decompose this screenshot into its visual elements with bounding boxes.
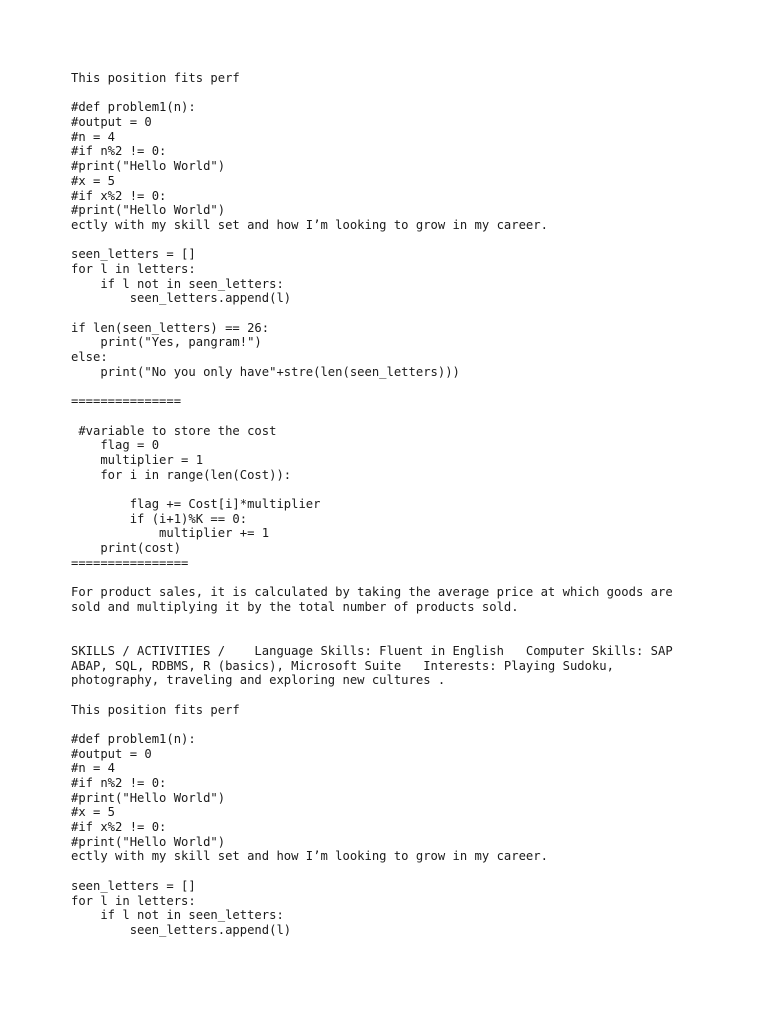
text-line: SKILLS / ACTIVITIES / Language Skills: Fluent in English Computer Skills: SAP xyxy=(71,643,673,658)
text-line: seen_letters.append(l) xyxy=(71,922,292,937)
text-line: #def problem1(n): xyxy=(71,731,196,746)
text-line: #if n%2 != 0: xyxy=(71,144,167,159)
text-line: print("Yes, pangram!") xyxy=(71,335,262,350)
text-line: for i in range(len(Cost)): xyxy=(71,467,292,482)
text-line: #x = 5 xyxy=(71,173,116,188)
text-line: ectly with my skill set and how I’m looking to grow in my career. xyxy=(71,849,548,864)
text-line: for l in letters: xyxy=(71,893,196,908)
text-line: #print("Hello World") xyxy=(71,159,226,174)
text-line: seen_letters = [] xyxy=(71,247,196,262)
text-line: multiplier += 1 xyxy=(71,526,270,541)
text-line xyxy=(71,86,731,101)
text-line: print("No you only have"+stre(len(seen_letters))) xyxy=(71,364,460,379)
text-line: flag += Cost[i]*multiplier xyxy=(71,496,321,511)
text-line: #if x%2 != 0: xyxy=(71,820,167,835)
text-line xyxy=(71,570,731,585)
text-line xyxy=(71,233,731,248)
text-line: =============== xyxy=(71,394,182,409)
text-line xyxy=(71,629,731,644)
text-line: seen_letters.append(l) xyxy=(71,291,292,306)
text-line xyxy=(71,717,731,732)
text-line: #print("Hello World") xyxy=(71,790,226,805)
text-line: ectly with my skill set and how I’m looking to grow in my career. xyxy=(71,217,548,232)
text-line: #n = 4 xyxy=(71,761,116,776)
text-line: photography, traveling and exploring new cultures . xyxy=(71,673,446,688)
text-line: #variable to store the cost xyxy=(71,423,277,438)
text-line: ABAP, SQL, RDBMS, R (basics), Microsoft Suite Interests: Playing Sudoku, xyxy=(71,658,614,673)
text-line: #output = 0 xyxy=(71,115,152,130)
document-page xyxy=(71,71,731,938)
text-line: ================ xyxy=(71,555,189,570)
text-line: #n = 4 xyxy=(71,129,116,144)
text-line: if len(seen_letters) == 26: xyxy=(71,320,270,335)
text-line: print(cost) xyxy=(71,541,182,555)
text-line xyxy=(71,688,731,703)
text-line xyxy=(71,864,731,879)
text-line: #x = 5 xyxy=(71,805,116,820)
text-line: for l in letters: xyxy=(71,261,196,276)
text-line xyxy=(71,409,731,424)
text-line: sold and multiplying it by the total number of products sold. xyxy=(71,599,519,614)
text-line: #def problem1(n): xyxy=(71,100,196,115)
text-line: seen_letters = [] xyxy=(71,878,196,893)
text-line: This position fits perf xyxy=(71,71,240,85)
text-line: else: xyxy=(71,350,108,365)
text-line: flag = 0 xyxy=(71,438,160,453)
text-line xyxy=(71,482,731,497)
text-line: #output = 0 xyxy=(71,746,152,761)
text-line xyxy=(71,614,731,629)
text-line: if l not in seen_letters: xyxy=(71,276,284,291)
text-line: if (i+1)%K == 0: xyxy=(71,511,248,526)
text-line: #if x%2 != 0: xyxy=(71,188,167,203)
text-line: #print("Hello World") xyxy=(71,834,226,849)
text-line: if l not in seen_letters: xyxy=(71,908,284,923)
text-line: #print("Hello World") xyxy=(71,203,226,218)
text-line: For product sales, it is calculated by taking the average price at which goods are xyxy=(71,585,673,600)
text-line xyxy=(71,379,731,394)
text-line: This position fits perf xyxy=(71,702,240,717)
text-line xyxy=(71,306,731,321)
text-line: multiplier = 1 xyxy=(71,452,204,467)
text-line: #if n%2 != 0: xyxy=(71,776,167,790)
